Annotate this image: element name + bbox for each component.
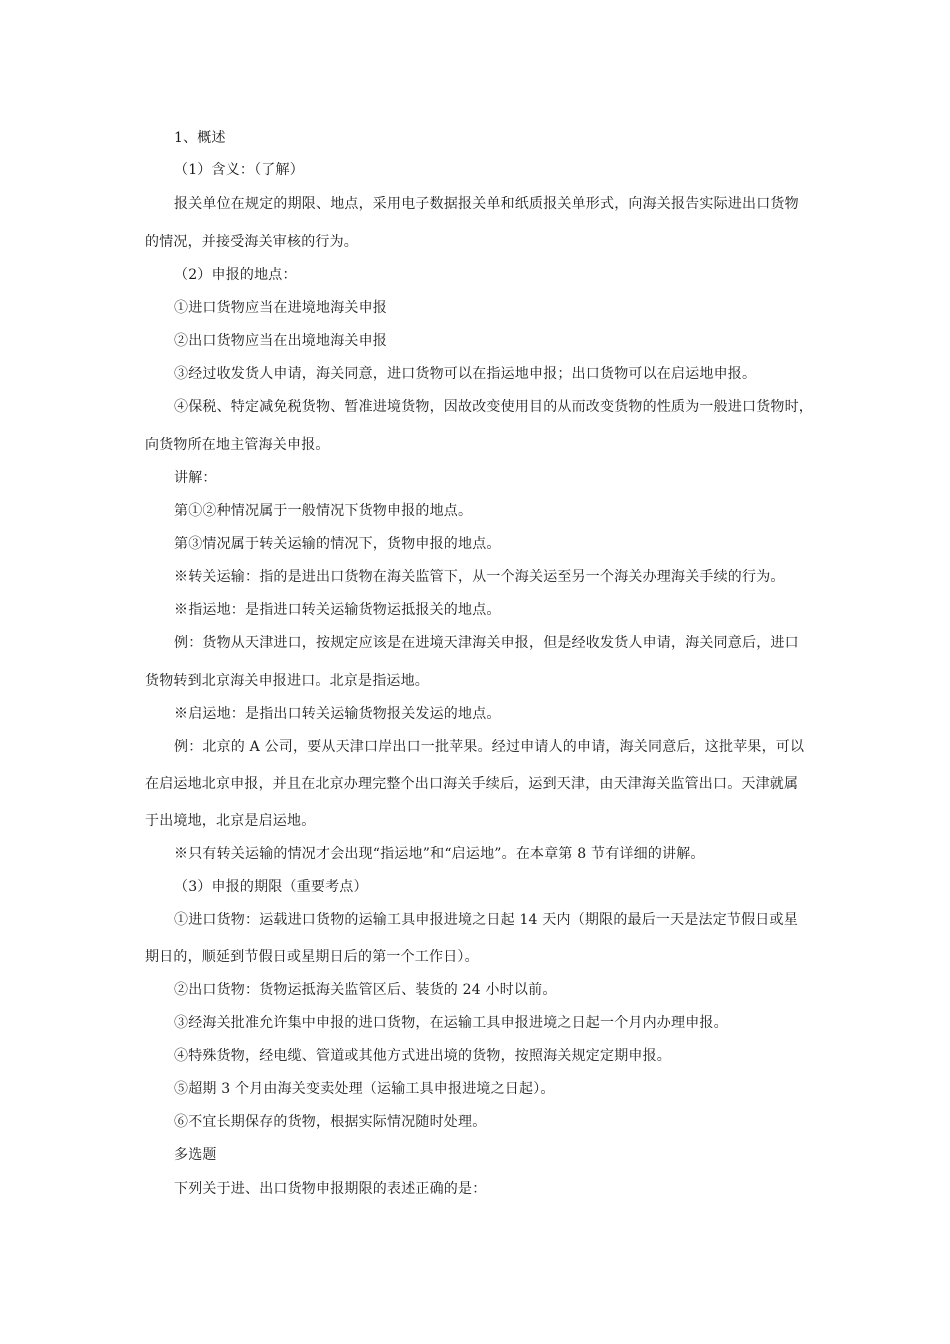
subsection-heading: （1）含义：（了解） [174,162,304,178]
list-item: ③经过收发货人申请，海关同意，进口货物可以在指运地申报；出口货物可以在启运地申报。 [174,366,757,382]
list-item: ②出口货物：货物运抵海关监管区后、装货的 24 小时以前。 [174,982,557,998]
explanation-label: 讲解： [174,470,217,486]
list-item: ④特殊货物，经电缆、管道或其他方式进出境的货物，按照海关规定定期申报。 [174,1048,671,1064]
list-item: ⑤超期 3 个月由海关变卖处理（运输工具申报进境之日起）。 [174,1081,555,1097]
subsection-heading: （3）申报的期限（重要考点） [174,879,368,895]
list-item: ④保税、特定减免税货物、暂准进境货物，因故改变使用目的从而改变货物的性质为一般进口货物时， [174,399,813,415]
list-item: ③经海关批准允许集中申报的进口货物，在运输工具申报进境之日起一个月内办理申报。 [174,1015,728,1031]
example-line: 例：货物从天津进口，按规定应该是在进境天津海关申报，但是经收发货人申请，海关同意后，进口 [174,635,799,651]
example-line: 例：北京的 A 公司，要从天津口岸出口一批苹果。经过申请人的申请，海关同意后，这批苹果，可以 [174,739,805,755]
paragraph-line: 第③情况属于转关运输的情况下，货物申报的地点。 [174,536,501,552]
paragraph-line: 第①②种情况属于一般情况下货物申报的地点。 [174,503,473,519]
list-item: ⑥不宜长期保存的货物，根据实际情况随时处理。 [174,1114,487,1130]
paragraph-line: 在启运地北京申报，并且在北京办理完整个出口海关手续后，运到天津，由天津海关监管出口。天津就属 [145,776,799,792]
paragraph-line: 货物转到北京海关申报进口。北京是指运地。 [145,673,429,689]
paragraph-line: 期日的，顺延到节假日或星期日后的第一个工作日）。 [145,949,479,965]
note-line: ※只有转关运输的情况才会出现“指运地”和“启运地”。在本章第 8 节有详细的讲解。 [174,846,705,862]
section-heading: 1、概述 [174,130,226,146]
list-item: ①进口货物：运载进口货物的运输工具申报进境之日起 14 天内（期限的最后一天是法定节假日或星 [174,912,798,928]
question-type-label: 多选题 [174,1147,217,1163]
list-item: ①进口货物应当在进境地海关申报 [174,300,387,316]
note-line: ※启运地：是指出口转关运输货物报关发运的地点。 [174,706,501,722]
paragraph-line: 报关单位在规定的期限、地点，采用电子数据报关单和纸质报关单形式，向海关报告实际进出口货物 [174,196,799,212]
paragraph-line: 向货物所在地主管海关申报。 [145,437,330,453]
subsection-heading: （2）申报的地点： [174,267,297,283]
note-line: ※指运地：是指进口转关运输货物运抵报关的地点。 [174,602,501,618]
list-item: ②出口货物应当在出境地海关申报 [174,333,387,349]
note-line: ※转关运输：指的是进出口货物在海关监管下，从一个海关运至另一个海关办理海关手续的行为。 [174,569,785,585]
paragraph-line: 于出境地，北京是启运地。 [145,813,316,829]
paragraph-line: 的情况，并接受海关审核的行为。 [145,234,358,250]
question-text: 下列关于进、出口货物申报期限的表述正确的是： [174,1181,487,1197]
